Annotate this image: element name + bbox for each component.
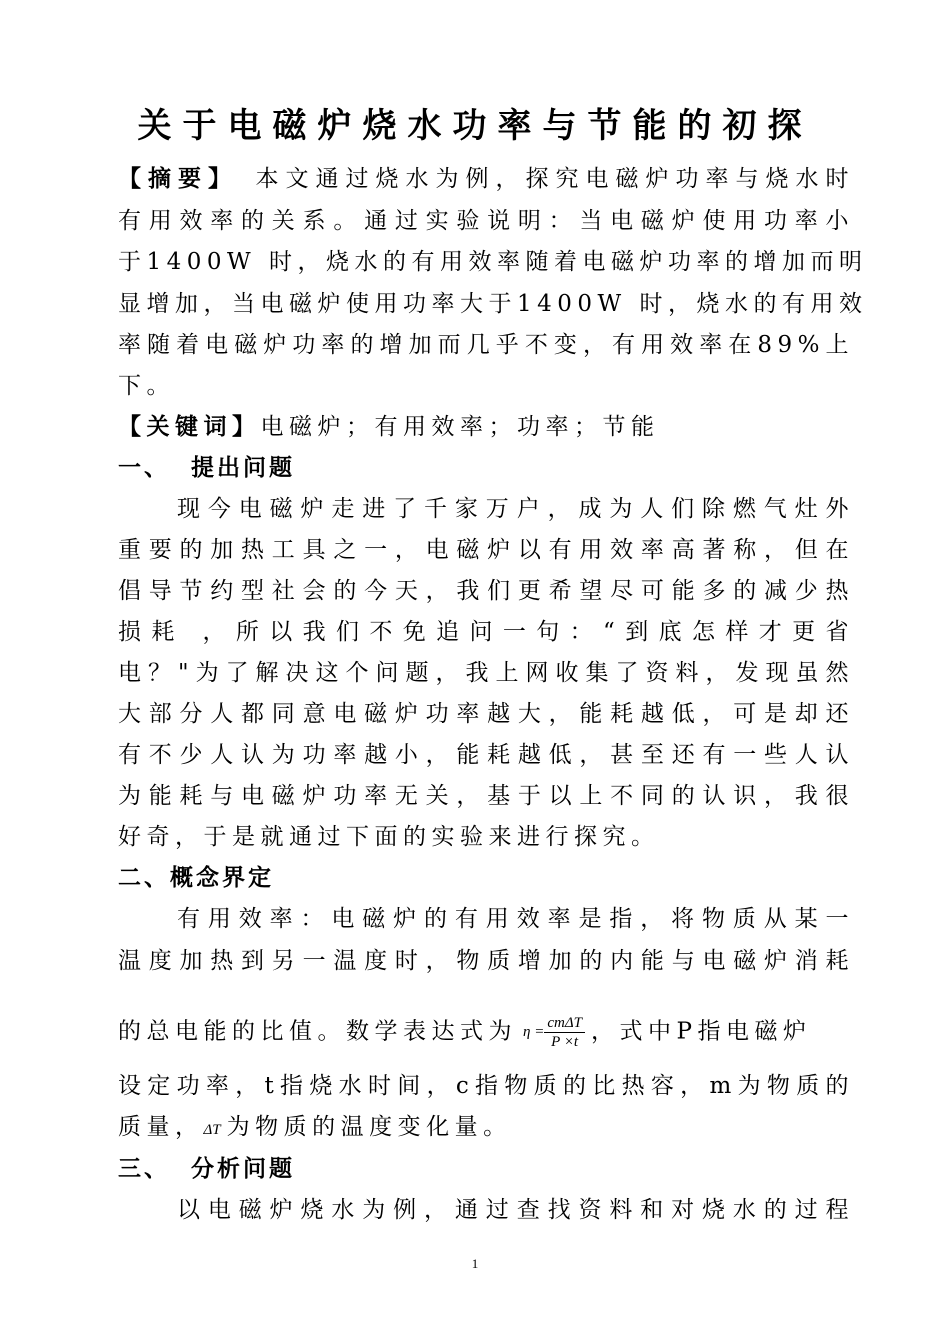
section-number: 三、 <box>118 1156 170 1182</box>
section-heading-2 <box>118 863 274 893</box>
section-number: 二、 <box>118 865 170 891</box>
delta-t-symbol: ΔT <box>203 1122 221 1138</box>
paragraph-line: 有用效率：电磁炉的有用效率是指，将物质从某一 <box>177 906 854 932</box>
abstract-line-4: 显增加，当电磁炉使用功率大于1400W 时，烧水的有用效 <box>118 291 868 317</box>
formula-text-after: ，式中P指电磁炉 <box>590 1018 812 1045</box>
formula-line <box>118 1014 854 1051</box>
paragraph-line: 为能耗与电磁炉功率无关，基于以上不同的认识，我很 <box>118 783 854 809</box>
keywords <box>118 412 854 442</box>
section-number: 一、 <box>118 455 170 481</box>
section-title: 分析问题 <box>191 1156 295 1182</box>
paragraph-line: 损耗 ，所以我们不免追问一句：“到底怎样才更省 <box>118 619 854 645</box>
paragraph-line: 电？"为了解决这个问题，我上网收集了资料，发现虽然 <box>118 660 854 686</box>
keywords-text: 电磁炉；有用效率；功率；节能 <box>260 414 660 440</box>
abstract-line-5: 率随着电磁炉功率的增加而几乎不变，有用效率在89%上 <box>118 332 854 358</box>
page-number: 1 <box>471 1256 479 1271</box>
paragraph-line: 重要的加热工具之一，电磁炉以有用效率高著称，但在 <box>118 537 854 563</box>
efficiency-formula <box>523 1014 585 1051</box>
paragraph-line: 以电磁炉烧水为例，通过查找资料和对烧水的过程 <box>177 1197 854 1223</box>
abstract-line-3: 于1400W 时，烧水的有用效率随着电磁炉功率的增加而明 <box>118 249 868 275</box>
abstract-line-6: 下。 <box>118 373 175 399</box>
section-heading-1 <box>118 453 295 483</box>
paragraph-line: 温度加热到另一温度时，物质增加的内能与电磁炉消耗 <box>118 948 854 974</box>
keywords-label: 【关键词】 <box>118 414 261 440</box>
abstract-text: 本文通过烧水为例，探究电磁炉功率与烧水时 <box>254 166 854 192</box>
abstract-label: 【摘要】 <box>118 166 238 192</box>
formula-text-before: 的总电能的比值。数学表达式为 <box>118 1018 517 1045</box>
abstract-line-2: 有用效率的关系。通过实验说明：当电磁炉使用功率小 <box>118 208 854 234</box>
text-before-delta: 质量， <box>118 1114 204 1140</box>
formula-numerator: cmΔT <box>544 1014 585 1033</box>
paragraph-line: 倡导节约型社会的今天，我们更希望尽可能多的减少热 <box>118 578 854 604</box>
section-heading-3 <box>118 1154 295 1184</box>
section-title: 概念界定 <box>170 865 274 891</box>
paragraph-line: 有不少人认为功率越小，能耗越低，甚至还有一些人认 <box>118 742 854 768</box>
paragraph-line: 现今电磁炉走进了千家万户，成为人们除燃气灶外 <box>177 496 854 522</box>
paragraph-line: 好奇，于是就通过下面的实验来进行探究。 <box>118 824 660 850</box>
abstract-line-1 <box>118 164 854 194</box>
text-after-delta: 为物质的温度变化量。 <box>226 1114 512 1140</box>
paragraph-line <box>118 1112 854 1145</box>
formula-lhs: η = <box>523 1023 545 1040</box>
paragraph-line: 大部分人都同意电磁炉功率越大，能耗越低，可是却还 <box>118 701 854 727</box>
formula-denominator: P ×t <box>551 1034 579 1050</box>
formula-fraction <box>544 1014 585 1051</box>
paragraph-line: 设定功率，t指烧水时间，c指物质的比热容，m为物质的 <box>118 1073 854 1099</box>
section-title: 提出问题 <box>191 455 295 481</box>
page-title: 关于电磁炉烧水功率与节能的初探 <box>137 106 813 146</box>
